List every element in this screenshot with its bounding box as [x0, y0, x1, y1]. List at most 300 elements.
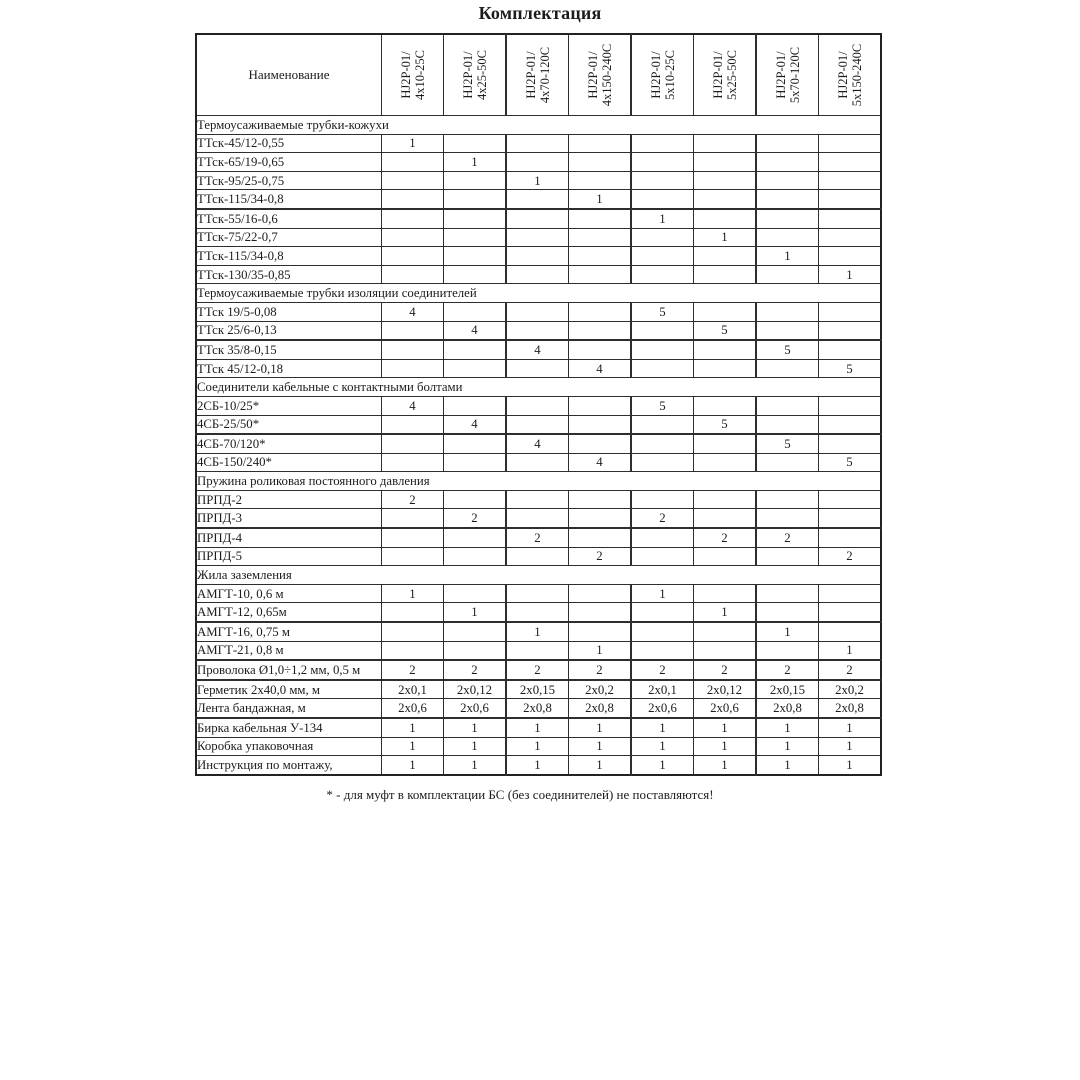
- section-label: Термоусаживаемые трубки-кожухи: [196, 116, 881, 135]
- value-cell: [694, 265, 757, 284]
- value-cell: [694, 490, 757, 509]
- value-cell: [756, 228, 819, 247]
- value-cell: [506, 190, 569, 209]
- value-cell: 4: [444, 321, 507, 340]
- value-cell: [444, 247, 507, 266]
- value-cell: [631, 321, 694, 340]
- value-cell: [819, 509, 882, 528]
- value-cell: [444, 134, 507, 153]
- value-cell: [444, 302, 507, 321]
- value-cell: [631, 528, 694, 547]
- value-cell: [569, 171, 632, 190]
- value-cell: [756, 359, 819, 378]
- value-cell: [756, 171, 819, 190]
- table-row: [196, 641, 881, 660]
- item-label: Коробка упаковочная: [196, 737, 382, 756]
- value-cell: [382, 265, 444, 284]
- value-cell: [382, 603, 444, 622]
- value-cell: 2x0,8: [506, 699, 569, 718]
- value-cell: [506, 247, 569, 266]
- value-cell: [444, 359, 507, 378]
- rotated-column-label: HJ2P-01/ 4x10-25C: [398, 50, 427, 100]
- table-row: [196, 660, 881, 680]
- value-cell: 1: [631, 756, 694, 775]
- item-label: ПРПД-3: [196, 509, 382, 528]
- value-cell: 1: [506, 756, 569, 775]
- value-cell: 1: [631, 718, 694, 737]
- value-cell: 5: [819, 453, 882, 472]
- rotated-column-label: HJ2P-01/ 5x70-120C: [773, 46, 802, 104]
- value-cell: [569, 321, 632, 340]
- value-cell: 2: [444, 660, 507, 680]
- value-cell: [631, 603, 694, 622]
- value-cell: 1: [819, 641, 882, 660]
- value-cell: 2x0,6: [382, 699, 444, 718]
- value-cell: 1: [569, 737, 632, 756]
- item-label: ТТск-115/34-0,8: [196, 190, 382, 209]
- value-cell: [569, 490, 632, 509]
- item-label: ТТск-130/35-0,85: [196, 265, 382, 284]
- section-header-row: [196, 116, 881, 135]
- value-cell: 2x0,2: [569, 680, 632, 699]
- value-cell: [382, 359, 444, 378]
- value-cell: 1: [569, 641, 632, 660]
- item-label: ПРПД-2: [196, 490, 382, 509]
- value-cell: 2x0,8: [756, 699, 819, 718]
- value-cell: 1: [382, 718, 444, 737]
- value-cell: [444, 228, 507, 247]
- item-label: 4СБ-150/240*: [196, 453, 382, 472]
- value-cell: [756, 153, 819, 172]
- product-column-header: [444, 34, 507, 116]
- table-row: [196, 453, 881, 472]
- rotated-column-label: HJ2P-01/ 5x10-25C: [648, 50, 677, 100]
- value-cell: 1: [506, 718, 569, 737]
- value-cell: [756, 321, 819, 340]
- value-cell: [569, 434, 632, 453]
- item-label: ТТск 45/12-0,18: [196, 359, 382, 378]
- rotated-column-label: HJ2P-01/ 5x150-240C: [835, 43, 864, 107]
- value-cell: 1: [694, 603, 757, 622]
- table-row: [196, 396, 881, 415]
- table-row: [196, 171, 881, 190]
- value-cell: [506, 453, 569, 472]
- item-label: ТТск-65/19-0,65: [196, 153, 382, 172]
- product-column-header: [382, 34, 444, 116]
- product-column-header: [569, 34, 632, 116]
- item-label: 4СБ-70/120*: [196, 434, 382, 453]
- value-cell: [506, 415, 569, 434]
- table-row: [196, 699, 881, 718]
- item-label: ПРПД-4: [196, 528, 382, 547]
- section-label: Жила заземления: [196, 566, 881, 585]
- section-label: Соединители кабельные с контактными болтами: [196, 378, 881, 397]
- value-cell: [631, 359, 694, 378]
- value-cell: [569, 228, 632, 247]
- value-cell: [819, 396, 882, 415]
- value-cell: [631, 453, 694, 472]
- value-cell: [382, 171, 444, 190]
- item-label: АМГТ-12, 0,65м: [196, 603, 382, 622]
- value-cell: [631, 171, 694, 190]
- value-cell: 2x0,12: [444, 680, 507, 699]
- name-column-header: Наименование: [196, 34, 382, 116]
- value-cell: [382, 528, 444, 547]
- table-body: [196, 116, 881, 775]
- value-cell: [382, 321, 444, 340]
- value-cell: [382, 209, 444, 228]
- value-cell: [631, 340, 694, 359]
- value-cell: [756, 453, 819, 472]
- value-cell: [506, 228, 569, 247]
- value-cell: [756, 490, 819, 509]
- table-row: [196, 434, 881, 453]
- value-cell: [569, 265, 632, 284]
- item-label: ТТск-55/16-0,6: [196, 209, 382, 228]
- value-cell: 2x0,12: [694, 680, 757, 699]
- table-row: [196, 415, 881, 434]
- value-cell: 2: [569, 660, 632, 680]
- table-row: [196, 359, 881, 378]
- value-cell: 1: [569, 718, 632, 737]
- value-cell: [382, 415, 444, 434]
- value-cell: [694, 171, 757, 190]
- rotated-column-label: HJ2P-01/ 4x25-50C: [460, 50, 489, 100]
- value-cell: [569, 415, 632, 434]
- value-cell: 5: [631, 302, 694, 321]
- value-cell: [694, 434, 757, 453]
- value-cell: [569, 247, 632, 266]
- value-cell: [819, 247, 882, 266]
- value-cell: [756, 415, 819, 434]
- section-header-row: [196, 378, 881, 397]
- table-row: [196, 302, 881, 321]
- value-cell: 4: [444, 415, 507, 434]
- value-cell: [756, 584, 819, 603]
- value-cell: [569, 302, 632, 321]
- value-cell: 2x0,15: [506, 680, 569, 699]
- value-cell: 2: [382, 660, 444, 680]
- rotated-column-label: HJ2P-01/ 4x150-240C: [585, 43, 614, 107]
- value-cell: 1: [756, 737, 819, 756]
- kit-contents-table: [195, 33, 882, 776]
- value-cell: [569, 153, 632, 172]
- value-cell: [819, 490, 882, 509]
- value-cell: [694, 302, 757, 321]
- value-cell: [694, 622, 757, 641]
- value-cell: 2: [506, 528, 569, 547]
- value-cell: [756, 603, 819, 622]
- value-cell: 4: [382, 302, 444, 321]
- value-cell: [694, 340, 757, 359]
- value-cell: [569, 209, 632, 228]
- value-cell: 1: [756, 622, 819, 641]
- item-label: 4СБ-25/50*: [196, 415, 382, 434]
- value-cell: [382, 547, 444, 566]
- value-cell: [382, 247, 444, 266]
- value-cell: [694, 190, 757, 209]
- value-cell: [444, 190, 507, 209]
- value-cell: [694, 641, 757, 660]
- value-cell: 1: [382, 756, 444, 775]
- value-cell: 1: [444, 153, 507, 172]
- value-cell: 4: [506, 340, 569, 359]
- item-label: Инструкция по монтажу,: [196, 756, 382, 775]
- value-cell: 2: [631, 509, 694, 528]
- rotated-column-label: HJ2P-01/ 4x70-120C: [523, 46, 552, 104]
- value-cell: [756, 547, 819, 566]
- value-cell: 1: [382, 737, 444, 756]
- value-cell: [444, 490, 507, 509]
- value-cell: 2x0,6: [694, 699, 757, 718]
- item-label: Бирка кабельная У-134: [196, 718, 382, 737]
- value-cell: 1: [756, 718, 819, 737]
- value-cell: [382, 453, 444, 472]
- value-cell: [382, 153, 444, 172]
- value-cell: 2: [756, 660, 819, 680]
- product-column-header: [631, 34, 694, 116]
- value-cell: [694, 396, 757, 415]
- value-cell: [444, 453, 507, 472]
- value-cell: [694, 247, 757, 266]
- value-cell: [569, 509, 632, 528]
- value-cell: [694, 153, 757, 172]
- value-cell: 1: [819, 756, 882, 775]
- value-cell: [819, 134, 882, 153]
- value-cell: 1: [694, 718, 757, 737]
- item-label: ТТск 25/6-0,13: [196, 321, 382, 340]
- value-cell: 5: [819, 359, 882, 378]
- value-cell: [631, 228, 694, 247]
- value-cell: 1: [756, 247, 819, 266]
- value-cell: [631, 434, 694, 453]
- value-cell: [506, 359, 569, 378]
- value-cell: [444, 340, 507, 359]
- value-cell: 2: [631, 660, 694, 680]
- item-label: ТТск-75/22-0,7: [196, 228, 382, 247]
- table-row: [196, 209, 881, 228]
- value-cell: 5: [694, 415, 757, 434]
- value-cell: [506, 490, 569, 509]
- value-cell: [506, 396, 569, 415]
- value-cell: 1: [444, 718, 507, 737]
- value-cell: [819, 321, 882, 340]
- value-cell: 2: [444, 509, 507, 528]
- product-column-header: [694, 34, 757, 116]
- table-row: [196, 265, 881, 284]
- value-cell: 2x0,2: [819, 680, 882, 699]
- value-cell: [444, 209, 507, 228]
- value-cell: [506, 603, 569, 622]
- value-cell: 2x0,1: [382, 680, 444, 699]
- section-label: Пружина роликовая постоянного давления: [196, 472, 881, 491]
- value-cell: [569, 134, 632, 153]
- value-cell: [819, 528, 882, 547]
- value-cell: [756, 190, 819, 209]
- value-cell: [756, 641, 819, 660]
- value-cell: 1: [631, 209, 694, 228]
- table-row: [196, 340, 881, 359]
- table-row: [196, 490, 881, 509]
- value-cell: 2: [819, 547, 882, 566]
- value-cell: 1: [819, 737, 882, 756]
- value-cell: [382, 190, 444, 209]
- value-cell: [569, 340, 632, 359]
- table-row: [196, 321, 881, 340]
- section-header-row: [196, 284, 881, 303]
- value-cell: 2x0,15: [756, 680, 819, 699]
- value-cell: 1: [506, 622, 569, 641]
- value-cell: [631, 190, 694, 209]
- product-column-header: [756, 34, 819, 116]
- value-cell: [694, 209, 757, 228]
- value-cell: 1: [631, 737, 694, 756]
- value-cell: 5: [756, 340, 819, 359]
- table-header-row: [196, 34, 881, 116]
- table-row: [196, 718, 881, 737]
- value-cell: [444, 434, 507, 453]
- value-cell: 2x0,1: [631, 680, 694, 699]
- item-label: ПРПД-5: [196, 547, 382, 566]
- table-row: [196, 134, 881, 153]
- value-cell: [756, 265, 819, 284]
- value-cell: [506, 134, 569, 153]
- value-cell: [819, 228, 882, 247]
- value-cell: 2: [382, 490, 444, 509]
- value-cell: [569, 622, 632, 641]
- value-cell: [631, 622, 694, 641]
- value-cell: 1: [569, 190, 632, 209]
- value-cell: [694, 509, 757, 528]
- product-column-header: [819, 34, 882, 116]
- value-cell: [694, 359, 757, 378]
- value-cell: [506, 209, 569, 228]
- table-row: [196, 190, 881, 209]
- value-cell: [694, 134, 757, 153]
- value-cell: [569, 584, 632, 603]
- item-label: ТТск 35/8-0,15: [196, 340, 382, 359]
- item-label: ТТск-45/12-0,55: [196, 134, 382, 153]
- value-cell: 5: [756, 434, 819, 453]
- value-cell: [756, 209, 819, 228]
- value-cell: 4: [506, 434, 569, 453]
- section-header-row: [196, 472, 881, 491]
- table-row: [196, 622, 881, 641]
- value-cell: [756, 509, 819, 528]
- value-cell: [819, 415, 882, 434]
- section-header-row: [196, 566, 881, 585]
- value-cell: [631, 265, 694, 284]
- value-cell: 1: [819, 718, 882, 737]
- value-cell: [631, 247, 694, 266]
- item-label: АМГТ-21, 0,8 м: [196, 641, 382, 660]
- value-cell: [506, 509, 569, 528]
- value-cell: 2: [819, 660, 882, 680]
- value-cell: [506, 641, 569, 660]
- item-label: АМГТ-16, 0,75 м: [196, 622, 382, 641]
- value-cell: 1: [694, 228, 757, 247]
- value-cell: [819, 153, 882, 172]
- value-cell: 1: [382, 584, 444, 603]
- item-label: АМГТ-10, 0,6 м: [196, 584, 382, 603]
- item-label: ТТск-95/25-0,75: [196, 171, 382, 190]
- value-cell: 1: [631, 584, 694, 603]
- value-cell: 1: [444, 756, 507, 775]
- value-cell: [506, 153, 569, 172]
- value-cell: [819, 340, 882, 359]
- value-cell: [819, 434, 882, 453]
- value-cell: [444, 622, 507, 641]
- value-cell: [444, 265, 507, 284]
- value-cell: [382, 641, 444, 660]
- item-label: 2СБ-10/25*: [196, 396, 382, 415]
- table-row: [196, 737, 881, 756]
- value-cell: 2: [506, 660, 569, 680]
- value-cell: 1: [444, 737, 507, 756]
- value-cell: [819, 209, 882, 228]
- value-cell: 4: [569, 453, 632, 472]
- value-cell: [444, 528, 507, 547]
- value-cell: 2: [756, 528, 819, 547]
- value-cell: [819, 603, 882, 622]
- page-title: Комплектация: [478, 3, 602, 23]
- value-cell: 1: [444, 603, 507, 622]
- value-cell: [631, 547, 694, 566]
- value-cell: 2x0,8: [819, 699, 882, 718]
- value-cell: [382, 434, 444, 453]
- value-cell: 1: [506, 171, 569, 190]
- value-cell: [444, 641, 507, 660]
- value-cell: [756, 396, 819, 415]
- value-cell: [819, 302, 882, 321]
- value-cell: [506, 584, 569, 603]
- item-label: ТТск-115/34-0,8: [196, 247, 382, 266]
- table-row: [196, 528, 881, 547]
- value-cell: [506, 321, 569, 340]
- value-cell: [382, 509, 444, 528]
- value-cell: [631, 415, 694, 434]
- value-cell: [756, 134, 819, 153]
- footnote: * - для муфт в комплектации БС (без соединителей) не поставляются!: [326, 787, 714, 802]
- value-cell: 2x0,6: [631, 699, 694, 718]
- value-cell: [506, 302, 569, 321]
- value-cell: [569, 396, 632, 415]
- value-cell: [444, 547, 507, 566]
- value-cell: 1: [819, 265, 882, 284]
- value-cell: [631, 490, 694, 509]
- value-cell: 4: [569, 359, 632, 378]
- table-row: [196, 509, 881, 528]
- value-cell: [506, 547, 569, 566]
- value-cell: [631, 153, 694, 172]
- table-row: [196, 680, 881, 699]
- value-cell: 1: [694, 737, 757, 756]
- value-cell: [631, 641, 694, 660]
- value-cell: [819, 171, 882, 190]
- section-label: Термоусаживаемые трубки изоляции соединителей: [196, 284, 881, 303]
- value-cell: [694, 453, 757, 472]
- value-cell: [631, 134, 694, 153]
- value-cell: [694, 547, 757, 566]
- rotated-column-label: HJ2P-01/ 5x25-50C: [710, 50, 739, 100]
- value-cell: [444, 584, 507, 603]
- value-cell: 2x0,6: [444, 699, 507, 718]
- value-cell: [382, 228, 444, 247]
- value-cell: [819, 622, 882, 641]
- value-cell: 1: [694, 756, 757, 775]
- item-label: Герметик 2x40,0 мм, м: [196, 680, 382, 699]
- value-cell: [569, 528, 632, 547]
